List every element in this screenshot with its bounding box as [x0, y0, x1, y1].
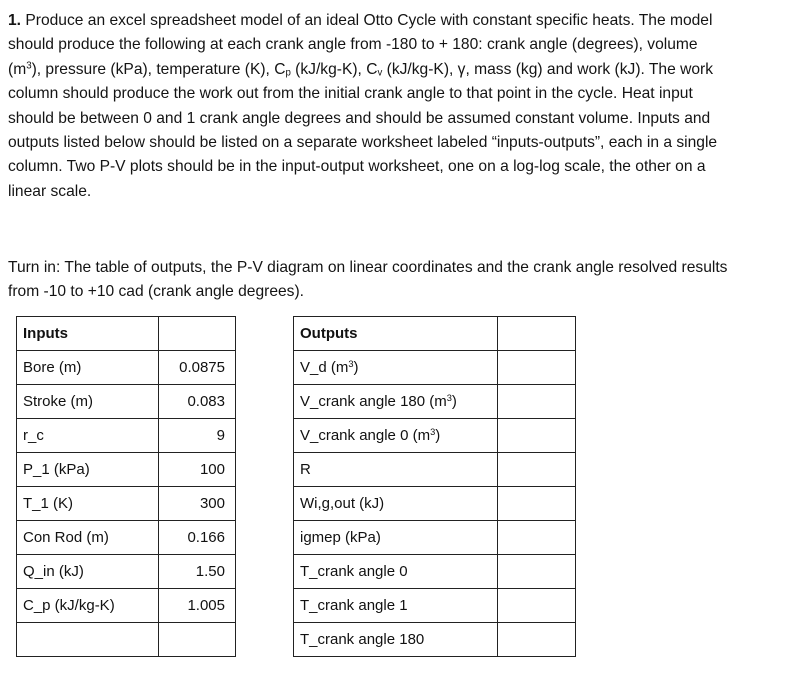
input-label: Con Rod (m): [17, 521, 159, 555]
table-row: [17, 589, 236, 623]
output-label: [294, 623, 498, 657]
inputs-table: [16, 316, 236, 657]
input-value: 0.0875: [159, 351, 236, 385]
table-row: [294, 419, 576, 453]
output-value: [498, 453, 576, 487]
input-value: 1.005: [159, 589, 236, 623]
output-label-text: igmep (kPa): [300, 529, 381, 546]
output-label: [294, 589, 498, 623]
input-value: 0.083: [159, 385, 236, 419]
output-label-text: V_d (m: [300, 359, 349, 376]
output-value: [498, 419, 576, 453]
output-label-text: T_crank angle 180: [300, 631, 425, 648]
output-value: [498, 521, 576, 555]
problem-text: Produce an excel spreadsheet model of an ideal Otto Cycle with constant specific heats. The model: [25, 12, 713, 29]
superscript: 3: [446, 392, 452, 403]
output-label: [294, 351, 498, 385]
table-row: [17, 419, 236, 453]
output-value: [498, 555, 576, 589]
turn-in-line-2: from -10 to +10 cad (crank angle degrees).: [8, 283, 305, 301]
output-label-tail: ): [451, 393, 457, 410]
problem-number: 1.: [8, 12, 22, 29]
table-row: [17, 555, 236, 589]
output-label: [294, 419, 498, 453]
table-row: [294, 589, 576, 623]
turn-in-instructions: [8, 256, 800, 305]
table-row: [294, 487, 576, 521]
subscript: v: [377, 67, 383, 79]
output-label-text: R: [300, 461, 311, 478]
problem-text: (kJ/kg-K), C: [290, 60, 378, 78]
problem-text: (m: [8, 60, 27, 78]
superscript: 3: [430, 426, 436, 437]
superscript: 3: [26, 60, 32, 72]
input-label: r_c: [17, 419, 159, 453]
table-row: [17, 521, 236, 555]
input-value: [159, 623, 236, 657]
input-label: [17, 623, 159, 657]
problem-statement: [8, 9, 800, 204]
table-row: [294, 623, 576, 657]
output-label: [294, 385, 498, 419]
output-label: [294, 555, 498, 589]
problem-line-4: column should produce the work out from the initial crank angle to that point in the cycle. Heat input: [8, 85, 693, 103]
input-value: 1.50: [159, 555, 236, 589]
table-row: [17, 385, 236, 419]
table-row: [294, 351, 576, 385]
outputs-table: [293, 316, 576, 657]
output-label-text: V_crank angle 0 (m: [300, 427, 431, 444]
outputs-header: Outputs: [294, 317, 498, 351]
input-value: 9: [159, 419, 236, 453]
output-label-text: Wi,g,out (kJ): [300, 495, 385, 512]
problem-line-8: linear scale.: [8, 182, 92, 200]
output-value: [498, 487, 576, 521]
input-label: Q_in (kJ): [17, 555, 159, 589]
problem-line-3: [8, 58, 800, 82]
table-row: [294, 555, 576, 589]
problem-line-1: [8, 9, 800, 33]
table-cell: [498, 317, 576, 351]
table-row: [294, 521, 576, 555]
output-label-text: T_crank angle 1: [300, 597, 408, 614]
problem-line-6: outputs listed below should be listed on a separate worksheet labeled “inputs-outputs”, each in a single: [8, 134, 718, 152]
output-label: [294, 453, 498, 487]
superscript: 3: [348, 358, 354, 369]
input-value: 100: [159, 453, 236, 487]
problem-line-7: column. Two P-V plots should be in the input-output worksheet, one on a log-log scale, the other on a: [8, 158, 706, 176]
table-row: [294, 453, 576, 487]
problem-text: ), pressure (kPa), temperature (K), C: [31, 60, 286, 78]
turn-in-line-1: Turn in: The table of outputs, the P-V diagram on linear coordinates and the crank angle resolved results: [8, 259, 728, 276]
table-row: [17, 487, 236, 521]
output-value: [498, 385, 576, 419]
output-label-tail: ): [435, 427, 441, 444]
output-value: [498, 623, 576, 657]
input-label: P_1 (kPa): [17, 453, 159, 487]
table-row: [17, 351, 236, 385]
table-row: [17, 623, 236, 657]
inputs-header: Inputs: [17, 317, 159, 351]
output-label-text: V_crank angle 180 (m: [300, 393, 447, 410]
subscript: p: [285, 67, 291, 79]
output-label: [294, 521, 498, 555]
table-cell: [159, 317, 236, 351]
input-label: Stroke (m): [17, 385, 159, 419]
problem-line-2: should produce the following at each crank angle from -180 to + 180: crank angle (degrees), volume: [8, 36, 698, 54]
input-label: Bore (m): [17, 351, 159, 385]
input-value: 0.166: [159, 521, 236, 555]
problem-line-5: should be between 0 and 1 crank angle degrees and should be assumed constant volume. Inputs and: [8, 109, 711, 127]
output-value: [498, 351, 576, 385]
output-label: [294, 487, 498, 521]
output-label-tail: ): [353, 359, 359, 376]
output-value: [498, 589, 576, 623]
table-header-row: [17, 317, 236, 351]
table-row: [17, 453, 236, 487]
table-row: [294, 385, 576, 419]
table-header-row: [294, 317, 576, 351]
input-label: C_p (kJ/kg-K): [17, 589, 159, 623]
input-value: 300: [159, 487, 236, 521]
input-label: T_1 (K): [17, 487, 159, 521]
output-label-text: T_crank angle 0: [300, 563, 408, 580]
problem-text: (kJ/kg-K), γ, mass (kg) and work (kJ). The work: [382, 60, 714, 78]
